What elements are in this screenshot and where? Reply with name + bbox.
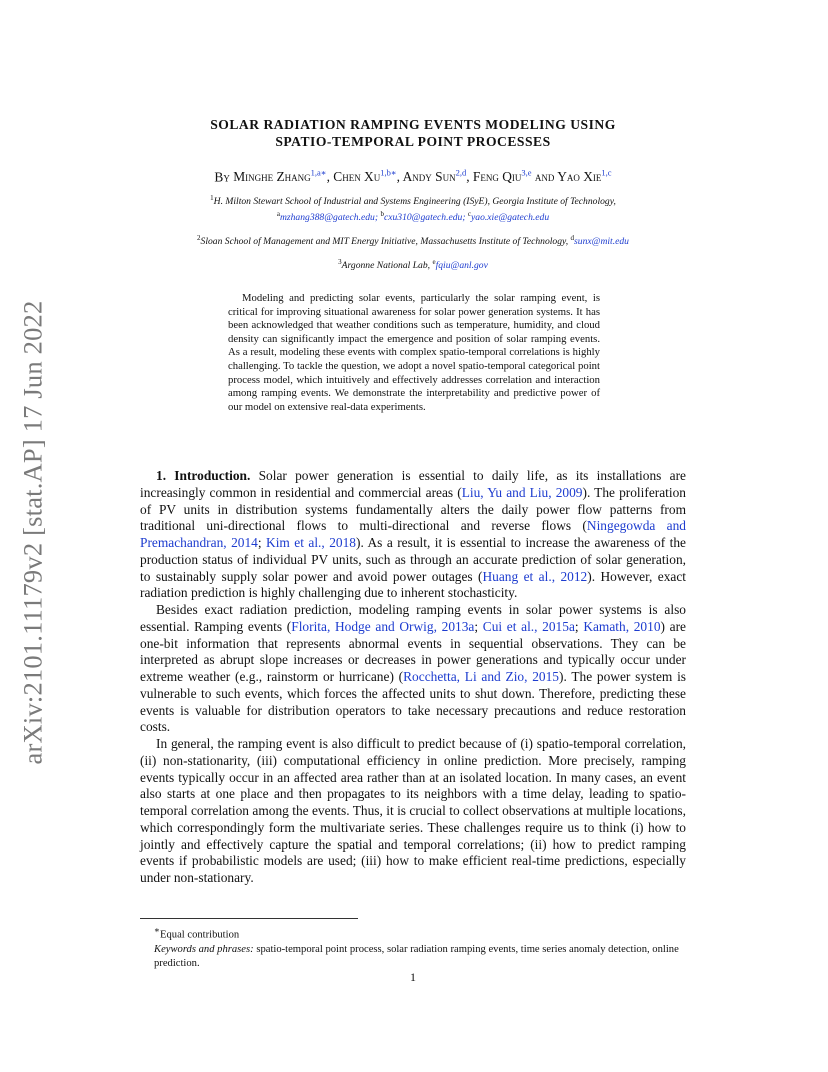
affiliation-3 <box>140 256 686 272</box>
footnote-equal-contribution <box>140 923 686 943</box>
paragraph-text: ; <box>574 618 584 634</box>
keywords <box>140 943 686 971</box>
footnotes <box>140 923 686 971</box>
author-affil-sup: 3,e <box>521 168 532 178</box>
keywords-text: spatio-temporal point process, solar radiation ramping events, time series anomaly detection, online prediction. <box>154 943 679 969</box>
author-separator: , <box>466 169 473 185</box>
footnote-text: Equal contribution <box>160 929 240 941</box>
paragraph-text: ). The proliferation of PV units in distribution systems fundamentally alters the daily power flow patterns from traditional uni-directional flows to multi-directional and reverse flows ( <box>140 484 686 534</box>
authors-container <box>233 169 611 184</box>
author-name: Andy Sun <box>402 169 456 185</box>
affil-2-marker: 2 <box>197 234 201 242</box>
body-text <box>140 468 686 887</box>
paragraph-text: ; <box>257 535 267 550</box>
author-affil-sup: 1,b∗ <box>380 168 397 178</box>
paragraph-text: In general, the ramping event is also difficult to predict because of (i) spatio-temporal correlation, (ii) non-stationarity, (iii) computational efficiency in online prediction. More precisely, ramping events typically occur in an affected area rather than at an isolated location. In many cases, an event also starts at one place and then propagates to its neighbors with a time delay, leading to spatio-temporal correlation among the events. Thus, it is crucial to collect observations at multiple locations, which correspondingly form the multivariate series. These challenges require us to think (i) how to jointly and effectively capture the spatial and temporal correlations; (ii) how to predict ramping events if probabilistic models are used; (iii) how to make efficient real-time predictions, especially under non-stationary. <box>140 736 686 885</box>
author-name: Chen Xu <box>333 169 381 185</box>
footnote-marker: ∗ <box>154 925 161 935</box>
author-separator: and <box>531 169 558 185</box>
author-name: Yao Xie <box>557 169 602 185</box>
author-affil-sup: 1,a∗ <box>310 168 327 178</box>
email-marker-a: a <box>276 210 280 219</box>
footnote-rule <box>140 918 358 919</box>
author-affil-sup: 1,c <box>601 168 612 178</box>
arxiv-identifier: arXiv:2101.11179v2 [stat.AP] 17 Jun 2022 <box>17 300 48 764</box>
affiliation-1 <box>140 192 686 224</box>
paragraph-text: ). However, exact radiation prediction is highly challenging due to inherent stochasticity. <box>140 568 687 601</box>
title-line-2: SPATIO-TEMPORAL POINT PROCESSES <box>275 134 551 149</box>
citation-link[interactable]: Ningegowda and Premachandran, 2014 <box>140 518 686 550</box>
affiliation-2 <box>140 232 686 248</box>
by-label: By <box>214 169 230 185</box>
paragraph-text: Solar power generation is essential to daily life, as its installations are increasingly common in residential and commercial areas ( <box>140 468 686 500</box>
section-heading: 1. Introduction. <box>156 468 251 483</box>
email-link-d[interactable]: sunx@mit.edu <box>574 236 629 248</box>
paper-title <box>140 116 686 150</box>
affil-2-text: Sloan School of Management and MIT Energy Initiative, Massachusetts Institute of Technology, <box>200 236 569 248</box>
citation-link[interactable]: Rocchetta, Li and Zio, 2015 <box>403 669 559 684</box>
affil-1-text: H. Milton Stewart School of Industrial and Systems Engineering (ISyE), Georgia Institute of Technology, <box>213 196 616 208</box>
email-link-e[interactable]: fqiu@anl.gov <box>435 260 488 272</box>
email-link-c[interactable]: yao.xie@gatech.edu <box>471 212 550 224</box>
author-separator: , <box>326 169 334 185</box>
paragraph-text: Besides exact radiation prediction, modeling ramping events in solar power systems is also essential. Ramping events ( <box>140 602 686 634</box>
email-marker-d: d <box>570 234 575 242</box>
arxiv-sidebar-stamp <box>14 292 52 772</box>
intro-paragraph-3 <box>140 736 686 887</box>
intro-paragraph-2 <box>140 602 686 736</box>
author-affil-sup: 2,d <box>455 168 467 178</box>
affil-1-marker: 1 <box>210 194 214 202</box>
email-marker-e: e <box>432 258 436 266</box>
paragraph-text: ; <box>474 618 483 634</box>
author-name: Feng Qiu <box>472 169 522 185</box>
paragraph-text: ). The power system is vulnerable to such events, which forces the affected units to shut down. Therefore, predicting these events is valuable for distribution operators to take necessary precautions and reduce restoration costs. <box>140 669 686 735</box>
keywords-label: Keywords and phrases: <box>154 943 254 955</box>
title-line-1: SOLAR RADIATION RAMPING EVENTS MODELING USING <box>210 117 616 132</box>
citation-link[interactable]: Kim et al., 2018 <box>266 535 356 550</box>
page-number: 1 <box>410 970 416 984</box>
citation-link[interactable]: Kamath, 2010 <box>583 618 661 634</box>
citation-link[interactable]: Cui et al., 2015a <box>482 618 575 634</box>
paragraph-text: ). As a result, it is essential to increase the awareness of the production status of individual PV units, such as through an accurate prediction of solar generation, to sustainably supply solar power and avoid power outages ( <box>140 535 686 584</box>
email-link-a[interactable]: mzhang388@gatech.edu; <box>279 212 379 224</box>
citation-link[interactable]: Huang et al., 2012 <box>482 568 588 584</box>
paragraph-text: ) are one-bit information that represents abnormal events in sequential observations. They can be interpreted as abrupt slope increases or decreases in power generations and typically occur under extreme weather (e.g., rainstorm or hurricane) ( <box>140 618 686 684</box>
affil-3-marker: 3 <box>338 258 342 266</box>
email-marker-c: c <box>467 210 472 219</box>
citation-link[interactable]: Liu, Yu and Liu, 2009 <box>461 484 583 500</box>
citation-link[interactable]: Florita, Hodge and Orwig, 2013a <box>291 618 475 634</box>
email-marker-b: b <box>380 210 384 219</box>
author-name: Minghe Zhang <box>233 169 311 185</box>
email-link-b[interactable]: cxu310@gatech.edu; <box>383 212 466 224</box>
abstract: Modeling and predicting solar events, particularly the solar ramping event, is critical for improving situational awareness for solar power generation systems. It has been acknowledged that weather conditions such as temperature, humidity, and cloud density can significantly impact the emergence and position of solar ramping events. As a result, modeling these events with complex spatio-temporal correlations is highly challenging. To tackle the question, we adopt a novel spatio-temporal categorical point process model, which intuitively and effectively addresses correlation and interaction among ramping events. We demonstrate the interpretability and predictive power of our model on extensive real-data experiments. <box>228 292 600 413</box>
affil-3-text: Argonne National Lab, <box>341 260 431 272</box>
intro-paragraph-1 <box>140 468 686 602</box>
author-list <box>140 164 686 186</box>
author-separator: , <box>396 169 403 185</box>
